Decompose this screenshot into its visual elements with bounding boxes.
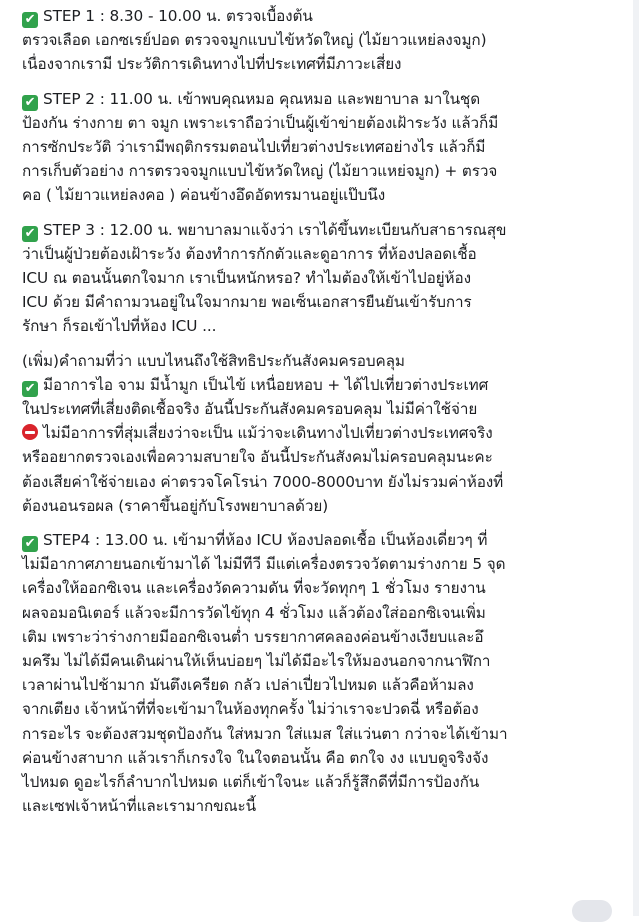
step-4-text: การอะไร จะต้องสวมชุดป้องกัน ใส่หมวก ใส่แมส ใส่แว่นตา กว่าจะได้เข้ามา xyxy=(22,724,508,743)
step-4-heading-line xyxy=(22,528,622,552)
post-body xyxy=(22,4,622,819)
step-4-text: จากเตียง เจ้าหน้าที่ที่จะเข้ามาในห้องทุกครั้ง ไม่ว่าเราจะปวดฉี่ หรือต้อง xyxy=(22,700,479,719)
step-2-text: การเก็บตัวอย่าง การตรวจจมูกแบบไข้หวัดใหญ่ (ไม้ยาวแหย่จมูก) + ตรวจ xyxy=(22,162,498,181)
check-mark-button-icon: ✔ xyxy=(22,95,38,111)
step-4-heading: STEP4 : 13.00 น. เข้ามาที่ห้อง ICU ห้องปลอดเชื้อ เป็นห้องเดี่ยวๆ ที่ xyxy=(43,531,488,550)
step-4-text: ค่อนข้างสาบาก แล้วเราก็เกรงใจ ในใจตอนนั้น คือ ตกใจ งง แบบดูจริงจัง xyxy=(22,748,489,767)
step-2-text: ป้องกัน ร่างกาย ตา จมูก เพราะเราถือว่าเป็นผู้เข้าข่ายต้องเฝ้าระวัง แล้วก็มี xyxy=(22,113,499,132)
not-covered-text: ไม่มีอาการที่สุ่มเสี่ยงว่าจะเป็น แม้ว่าจะเดินทางไปเที่ยวต่างประเทศจริง xyxy=(43,424,493,443)
not-covered-line xyxy=(22,421,622,445)
reaction-bubble[interactable] xyxy=(572,900,612,922)
scrollbar[interactable] xyxy=(633,0,639,916)
step-3-text: ICU ด้วย มีคำถามวนอยู่ในใจมากมาย พอเซ็นเอกสารยืนยันเข้ารับการ xyxy=(22,293,472,312)
not-covered-text: ต้องนอนรอผล (ราคาขึ้นอยู่กับโรงพยาบาลด้วย) xyxy=(22,496,329,515)
step-4-section xyxy=(22,528,622,818)
check-mark-button-icon: ✔ xyxy=(22,12,38,28)
step-2-heading-line xyxy=(22,87,622,111)
step-4-text: ไปหมด ดูอะไรก็ลำบากไปหมด แต่ก็เข้าใจนะ แล้วก็รู้สึกดีที่มีการป้องกัน xyxy=(22,773,480,792)
step-4-text: ผลจอมอนิเตอร์ แล้วจะมีการวัดไข้ทุก 4 ชั่วโมง แล้วต้องใส่ออกซิเจนเพิ่ม xyxy=(22,603,486,622)
step-3-section xyxy=(22,218,622,339)
step-2-text: การซักประวัติ ว่าเรามีพฤติกรรมตอนไปเที่ยวต่างประเทศอย่างไร แล้วก็มี xyxy=(22,138,486,157)
step-3-text: ว่าเป็นผู้ป่วยต้องเฝ้าระวัง ต้องทำการกักตัวและดูอาการ ที่ห้องปลอดเชื้อ xyxy=(22,244,477,263)
step-4-text: เติม เพราะว่าร่างกายมีออกซิเจนต่ำ บรรยากาศคลองค่อนข้างเงียบและอึ xyxy=(22,627,484,646)
step-4-text: มครึม ไม่ได้มีคนเดินผ่านให้เห็นบ่อยๆ ไม่ได้มีอะไรให้มองนอกจากนาฬิกา xyxy=(22,652,491,671)
step-4-text: เครื่องให้ออกซิเจน และเครื่องวัดความดัน ที่จะวัดทุกๆ 1 ชั่วโมง รายงาน xyxy=(22,579,486,598)
coverage-heading: (เพิ่ม)คำถามที่ว่า แบบไหนถึงใช้สิทธิประกันสังคมครอบคลุม xyxy=(22,351,405,370)
step-4-text: และเซฟเจ้าหน้าที่และเรามากขณะนี้ xyxy=(22,797,257,816)
step-1-text: ตรวจเลือด เอกซเรย์ปอด ตรวจจมูกแบบไข้หวัดใหญ่ (ไม้ยาวแหย่ลงจมูก) xyxy=(22,31,487,50)
covered-line xyxy=(22,373,622,397)
not-covered-text: ต้องเสียค่าใช้จ่ายเอง ค่าตรวจโคโรน่า 7000-8000บาท ยังไม่รวมค่าห้องที่ xyxy=(22,472,504,491)
step-3-text: รักษา ก็รอเข้าไปที่ห้อง ICU ... xyxy=(22,317,217,336)
step-1-heading-line xyxy=(22,4,622,28)
step-1-text: เนื่องจากเรามี ประวัติการเดินทางไปที่ประเทศที่มีภาวะเสี่ยง xyxy=(22,55,402,74)
covered-text: มีอาการไอ จาม มีน้ำมูก เป็นไข้ เหนื่อยหอบ + ได้ไปเที่ยวต่างประเทศ xyxy=(43,375,489,394)
step-4-text: เวลาผ่านไปช้ามาก มันตึงเครียด กลัว เปล่าเปี่ยวไปหมด แล้วคือห้ามลง xyxy=(22,676,474,695)
step-2-section xyxy=(22,87,622,208)
step-1-section xyxy=(22,4,622,77)
covered-text: ในประเทศที่เสี่ยงติดเชื้อจริง อันนี้ประกันสังคมครอบคลุม ไม่มีค่าใช้จ่าย xyxy=(22,400,478,419)
step-2-text: คอ ( ไม้ยาวแหย่ลงคอ ) ค่อนข้างอึดอัดทรมานอยู่แป๊บนึง xyxy=(22,186,386,205)
step-3-text: ICU ณ ตอนนั้นตกใจมาก เราเป็นหนักหรอ? ทำไมต้องให้เข้าไปอยู่ห้อง xyxy=(22,269,471,288)
check-mark-button-icon: ✔ xyxy=(22,536,38,552)
step-3-heading: STEP 3 : 12.00 น. พยาบาลมาแจ้งว่า เราได้ขึ้นทะเบียนกับสาธารณสุข xyxy=(43,220,507,239)
coverage-section xyxy=(22,349,622,518)
check-mark-button-icon: ✔ xyxy=(22,226,38,242)
step-2-heading: STEP 2 : 11.00 น. เข้าพบคุณหมอ คุณหมอ และพยาบาล มาในชุด xyxy=(43,89,481,108)
check-mark-button-icon: ✔ xyxy=(22,381,38,397)
not-covered-text: หรืออยากตรวจเองเพื่อความสบายใจ อันนี้ประกันสังคมไม่ครอบคลุมนะคะ xyxy=(22,448,493,467)
no-entry-icon xyxy=(22,424,38,440)
step-3-heading-line xyxy=(22,218,622,242)
step-4-text: ไม่มีอากาศภายนอกเข้ามาได้ ไม่มีทีวี มีแต่เครื่องตรวจวัดตามร่างกาย 5 จุด xyxy=(22,555,506,574)
step-1-heading: STEP 1 : 8.30 - 10.00 น. ตรวจเบื้องต้น xyxy=(43,7,313,25)
